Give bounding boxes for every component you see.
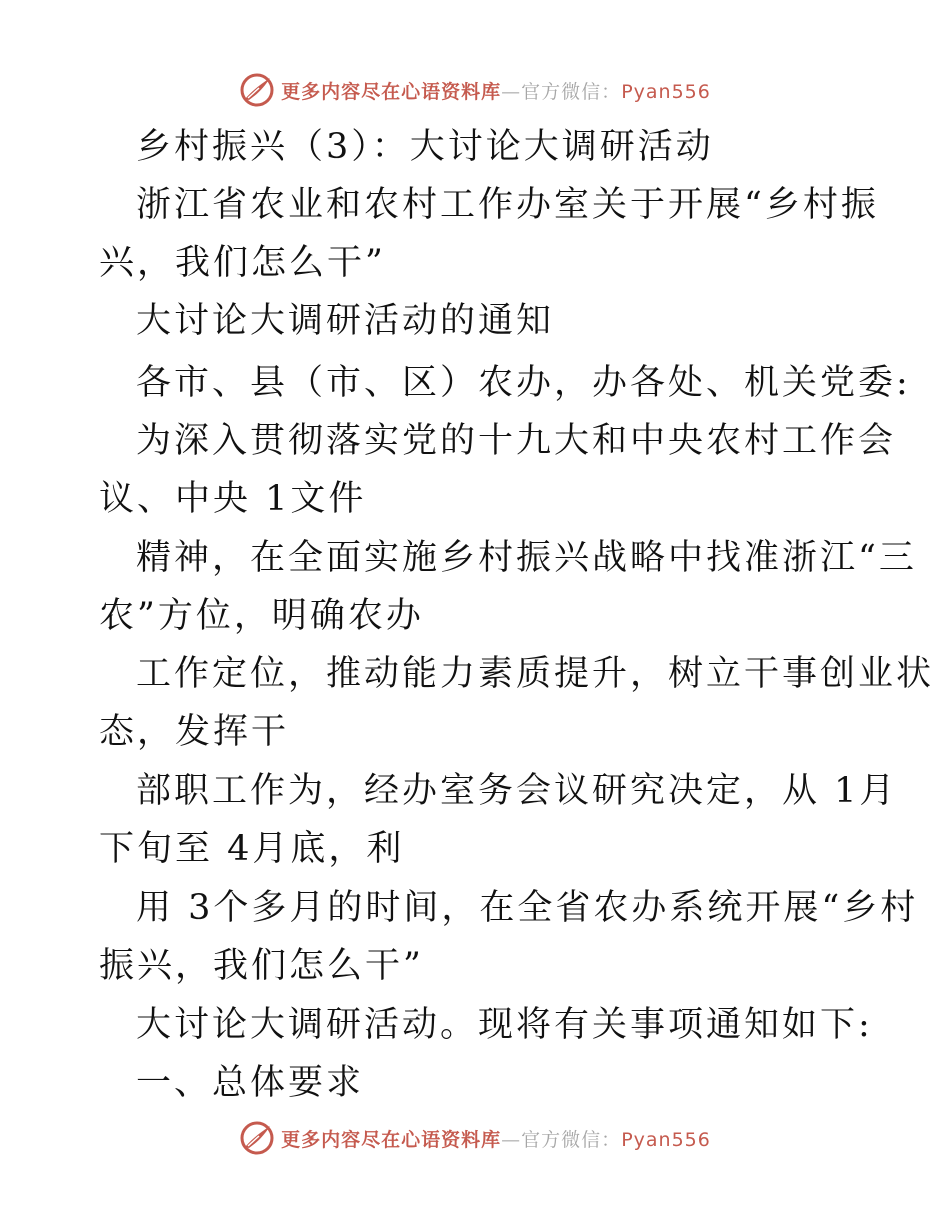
section-heading: 一、总体要求 [136,1063,365,1103]
watermark-site: 更多内容尽在心语资料库 [281,80,502,103]
document-line: 振兴，我们怎么干” [99,946,424,986]
document-line: 为深入贯彻落实党的十九大和中央农村工作会 [136,421,897,461]
watermark-separator: — [501,1128,522,1151]
document-line: 工作定位，推动能力素质提升，树立干事创业状 [136,654,935,694]
watermark-label: 官方微信： [521,80,622,103]
watermark-account: Pyan556 [621,1128,711,1151]
document-line: 各市、县（市、区）农办，办各处、机关党委: [136,363,911,403]
document-line: 态，发挥干 [99,712,290,752]
document-line: 精神，在全面实施乡村振兴战略中找准浙江“三 [136,538,917,578]
watermark-text [281,1125,711,1152]
quill-logo-icon [239,1120,275,1156]
document-line: 浙江省农业和农村工作办室关于开展“乡村振 [136,185,879,225]
watermark-account: Pyan556 [621,80,711,103]
watermark-separator: — [501,80,522,103]
bottom-watermark-banner [0,1118,950,1158]
watermark-label: 官方微信： [521,1128,622,1151]
document-line: 农”方位，明确农办 [99,596,424,636]
document-line: 议、中央 1文件 [99,479,367,519]
document-line: 大讨论大调研活动的通知 [136,301,555,341]
document-line: 下旬至 4月底，利 [99,829,405,869]
document-line: 兴，我们怎么干” [99,243,386,283]
document-line: 大讨论大调研活动。现将有关事项通知如下: [136,1005,873,1045]
document-line: 用 3个多月的时间，在全省农办系统开展“乡村 [136,888,919,928]
document-title-line: 乡村振兴（3）：大讨论大调研活动 [136,127,714,167]
watermark-site: 更多内容尽在心语资料库 [281,1128,502,1151]
document-line: 部职工作为，经办室务会议研究决定，从 1月 [136,771,898,811]
